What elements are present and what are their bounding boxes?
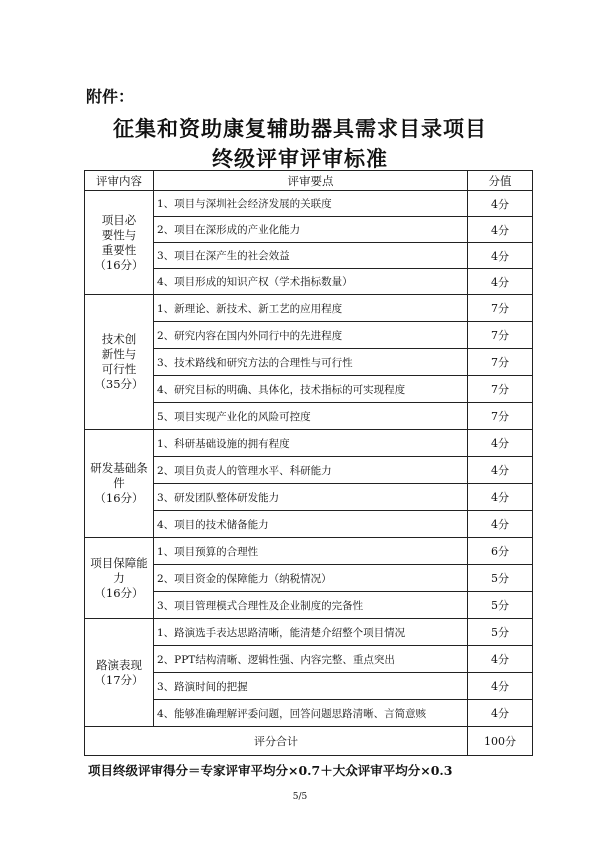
- criterion-score: 4分: [468, 191, 533, 217]
- header-score: 分值: [468, 171, 533, 191]
- criterion-score: 4分: [468, 457, 533, 484]
- criterion-score: 4分: [468, 217, 533, 243]
- criterion-score: 4分: [468, 700, 533, 727]
- criterion-text: 3、技术路线和研究方法的合理性与可行性: [154, 349, 468, 376]
- criterion-text: 5、项目实现产业化的风险可控度: [154, 403, 468, 430]
- criterion-score: 5分: [468, 592, 533, 619]
- criterion-score: 4分: [468, 484, 533, 511]
- criteria-table: [84, 170, 533, 756]
- category-cell: [85, 619, 154, 727]
- table-row: [85, 619, 533, 646]
- criterion-text: 4、项目形成的知识产权（学术指标数量）: [154, 269, 468, 295]
- criterion-score: 4分: [468, 673, 533, 700]
- criterion-text: 2、PPT结构清晰、逻辑性强、内容完整、重点突出: [154, 646, 468, 673]
- total-score: 100分: [468, 727, 533, 756]
- table-row: [85, 538, 533, 565]
- criterion-score: 4分: [468, 430, 533, 457]
- attachment-label: 附件：: [86, 87, 135, 106]
- table-row: [85, 191, 533, 217]
- criterion-score: 5分: [468, 619, 533, 646]
- category-line: 研发基础条: [90, 461, 148, 475]
- criterion-text: 3、路演时间的把握: [154, 673, 468, 700]
- criterion-text: 1、新理论、新技术、新工艺的应用程度: [154, 295, 468, 322]
- criterion-text: 1、项目与深圳社会经济发展的关联度: [154, 191, 468, 217]
- header-points: 评审要点: [154, 171, 468, 191]
- page-number: 5/5: [292, 792, 308, 802]
- criterion-text: 1、项目预算的合理性: [154, 538, 468, 565]
- table-header-row: [85, 171, 533, 191]
- table-row: [85, 295, 533, 322]
- criterion-text: 2、项目负责人的管理水平、科研能力: [154, 457, 468, 484]
- category-line: 可行性: [101, 362, 137, 376]
- category-cell: [85, 191, 154, 295]
- category-line: 要性与: [101, 227, 137, 242]
- criterion-score: 4分: [468, 243, 533, 269]
- criterion-text: 2、研究内容在国内外同行中的先进程度: [154, 322, 468, 349]
- header-category: 评审内容: [85, 171, 154, 191]
- category-line: （35分）: [94, 377, 144, 391]
- category-line: （16分）: [94, 585, 144, 600]
- criterion-score: 7分: [468, 295, 533, 322]
- category-line: 重要性: [101, 242, 137, 257]
- document-title-line2: 终级评审评审标准: [212, 146, 388, 171]
- criterion-text: 1、路演选手表达思路清晰，能清楚介绍整个项目情况: [154, 619, 468, 646]
- criterion-text: 3、项目管理模式合理性及企业制度的完备性: [154, 592, 468, 619]
- criterion-text: 4、能够准确理解评委问题，回答问题思路清晰、言简意赅: [154, 700, 468, 727]
- category-line: 件: [113, 476, 125, 490]
- scoring-formula: 项目终级评审得分＝专家评审平均分×0.7＋大众评审平均分×0.3: [88, 763, 453, 778]
- criteria-table-body: [85, 191, 533, 727]
- criterion-text: 2、项目在深形成的产业化能力: [154, 217, 468, 243]
- criterion-score: 4分: [468, 646, 533, 673]
- criterion-score: 7分: [468, 376, 533, 403]
- criterion-text: 4、项目的技术储备能力: [154, 511, 468, 538]
- category-line: （16分）: [94, 491, 144, 505]
- category-line: （16分）: [94, 257, 144, 272]
- criterion-text: 3、研发团队整体研发能力: [154, 484, 468, 511]
- criterion-text: 4、研究目标的明确、具体化，技术指标的可实现程度: [154, 376, 468, 403]
- category-line: 路演表现: [96, 657, 142, 672]
- category-line: 新性与: [101, 347, 137, 361]
- criterion-text: 1、科研基础设施的拥有程度: [154, 430, 468, 457]
- document-title-line1: 征集和资助康复辅助器具需求目录项目: [113, 116, 487, 141]
- criterion-score: 7分: [468, 349, 533, 376]
- total-row: [85, 727, 533, 756]
- criterion-score: 4分: [468, 269, 533, 295]
- category-line: 技术创: [101, 332, 137, 346]
- category-line: 项目保障能: [90, 555, 148, 570]
- category-cell: [85, 295, 154, 430]
- criterion-score: 4分: [468, 511, 533, 538]
- criterion-text: 2、项目资金的保障能力（纳税情况）: [154, 565, 468, 592]
- category-line: （17分）: [94, 672, 144, 687]
- category-line: 力: [113, 570, 125, 585]
- table-row: [85, 430, 533, 457]
- category-cell: [85, 430, 154, 538]
- category-line: 项目必: [101, 212, 137, 227]
- criterion-text: 3、项目在深产生的社会效益: [154, 243, 468, 269]
- total-label: 评分合计: [85, 727, 468, 756]
- criterion-score: 6分: [468, 538, 533, 565]
- criterion-score: 7分: [468, 403, 533, 430]
- criterion-score: 7分: [468, 322, 533, 349]
- category-cell: [85, 538, 154, 619]
- criterion-score: 5分: [468, 565, 533, 592]
